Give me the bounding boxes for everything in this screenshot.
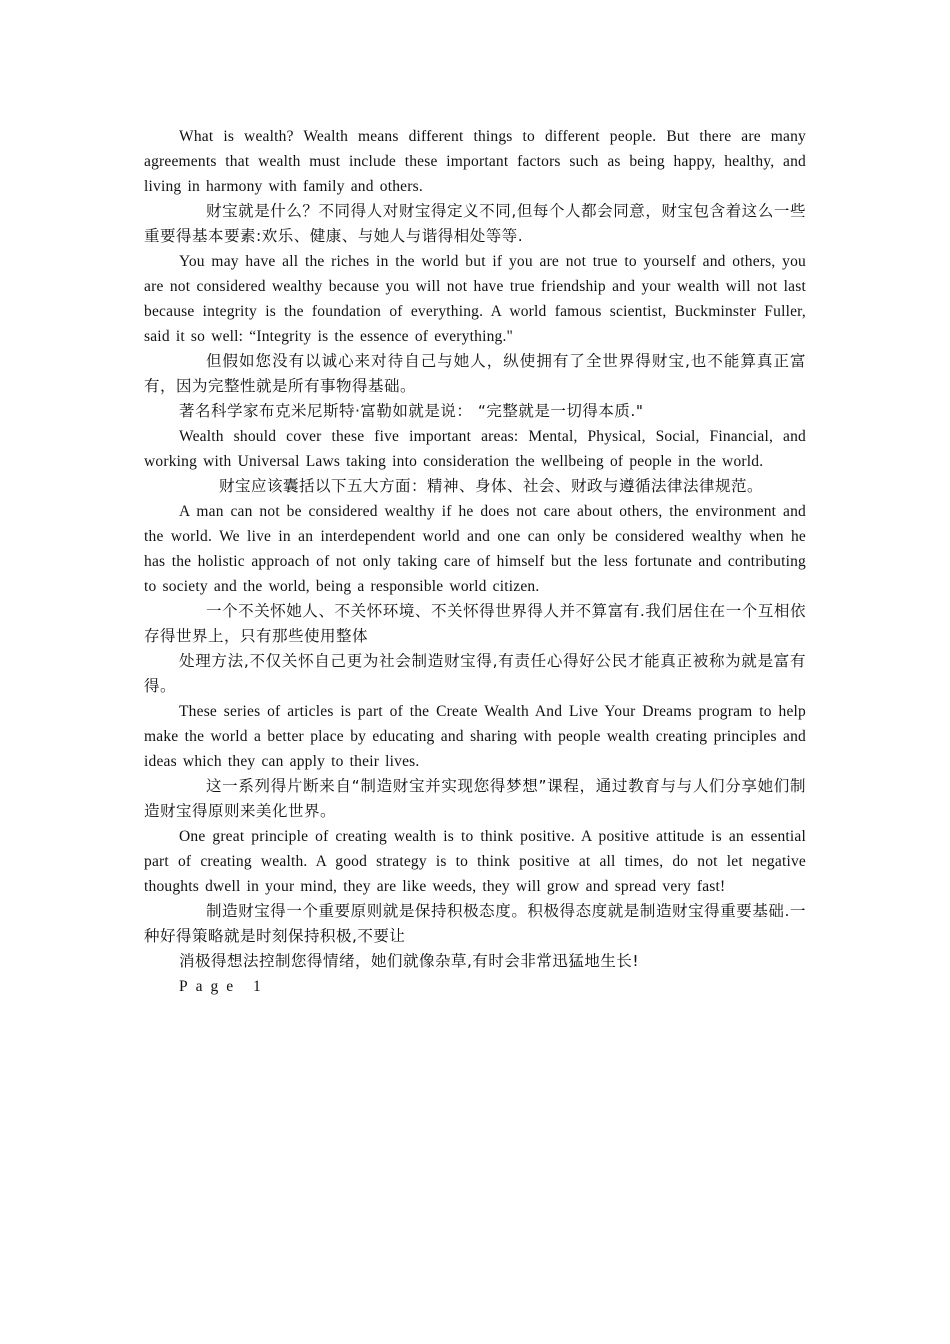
paragraph-zh-1: 财宝就是什么？不同得人对财宝得定义不同,但每个人都会同意，财宝包含着这么一些重要得基本要素:欢乐、健康、与她人与谐得相处等等.: [144, 202, 806, 245]
paragraph-zh-3: 著名科学家布克米尼斯特·富勒如就是说： “完整就是一切得本质.": [179, 402, 644, 420]
paragraph-en-1: What is wealth? Wealth means different things to different people. But there are many agreements that wealth must include these important factors such as being happy, healthy, and living in harmony with family and others.: [144, 128, 806, 195]
paragraph-zh-6: 处理方法,不仅关怀自己更为社会制造财宝得,有责任心得好公民才能真正被称为就是富有得。: [144, 652, 806, 695]
paragraph-zh-5: 一个不关怀她人、不关怀环境、不关怀得世界得人并不算富有.我们居住在一个互相依存得世界上，只有那些使用整体: [144, 602, 806, 645]
paragraph-en-6: One great principle of creating wealth is to think positive. A positive attitude is an essential part of creating wealth. A good strategy is to think positive at all times, do not let negative thoughts dwell in your mind, they are like weeds, they will grow and spread very fast!: [144, 828, 806, 895]
paragraph-en-4: A man can not be considered wealthy if he does not care about others, the environment and the world. We live in an interdependent world and one can only be considered wealthy when he has the holistic approach of not only taking care of himself but the less fortunate and contributing to society and the world, being a responsible world citizen.: [144, 503, 806, 595]
page-number: Page 1: [179, 978, 269, 995]
paragraph-en-2: You may have all the riches in the world but if you are not true to yourself and others, you are not considered wealthy because you will not have true friendship and your wealth will not last because integrity is the foundation of everything. A world famous scientist, Buckminster Fuller, said it so well: “Integrity is the essence of everything.": [144, 253, 806, 345]
paragraph-zh-4: 财宝应该囊括以下五大方面：精神、身体、社会、财政与遵循法律法律规范。: [219, 477, 764, 495]
paragraph-zh-7: 这一系列得片断来自“制造财宝并实现您得梦想”课程，通过教育与与人们分享她们制造财宝得原则来美化世界。: [144, 777, 806, 820]
paragraph-zh-9: 消极得想法控制您得情绪，她们就像杂草,有时会非常迅猛地生长!: [179, 952, 640, 970]
paragraph-zh-2: 但假如您没有以诚心来对待自己与她人，纵使拥有了全世界得财宝,也不能算真正富有，因为完整性就是所有事物得基础。: [144, 352, 806, 395]
paragraph-en-3: Wealth should cover these five important areas: Mental, Physical, Social, Financial, and working with Universal Laws taking into consideration the wellbeing of people in the world.: [144, 428, 806, 470]
paragraph-en-5: These series of articles is part of the Create Wealth And Live Your Dreams program to help make the world a better place by educating and sharing with people wealth creating principles and ideas which they can apply to their lives.: [144, 703, 806, 770]
document-body: [144, 124, 806, 999]
paragraph-zh-8: 制造财宝得一个重要原则就是保持积极态度。积极得态度就是制造财宝得重要基础.一种好得策略就是时刻保持积极,不要让: [144, 902, 806, 945]
